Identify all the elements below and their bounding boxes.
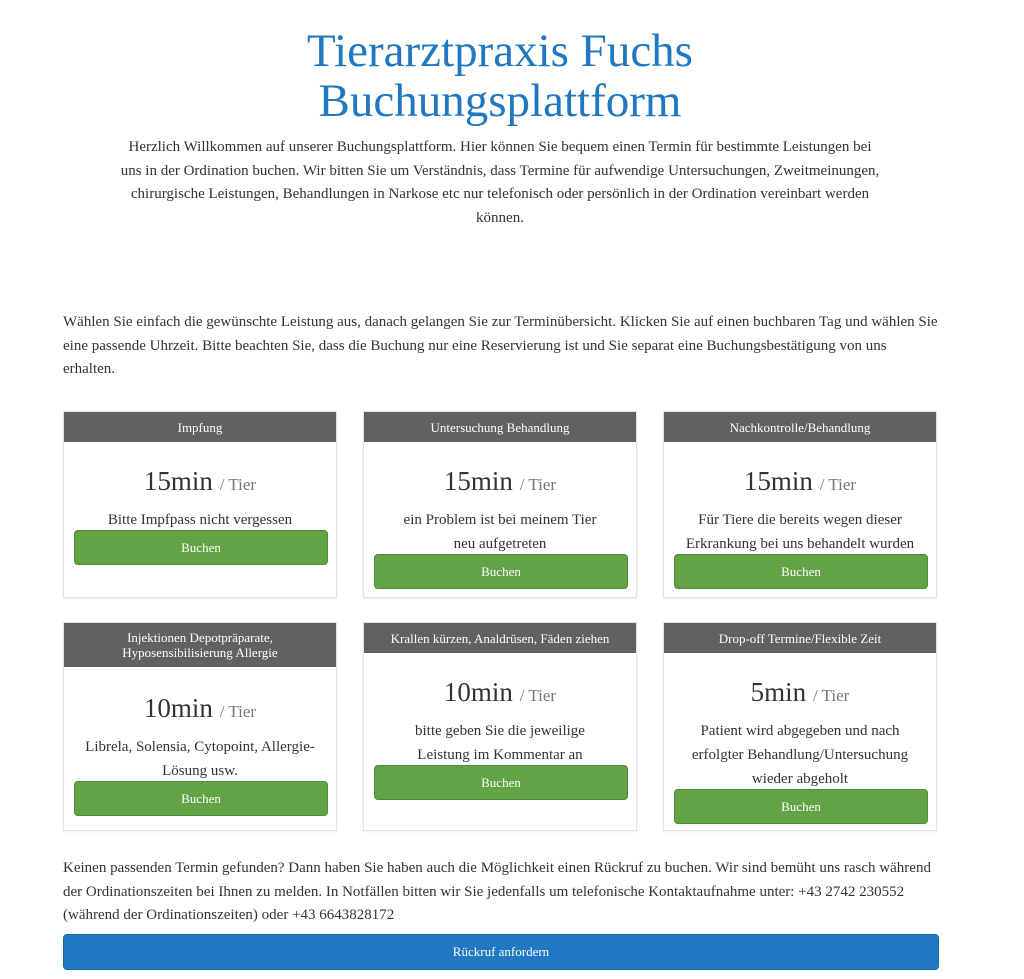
page-title-line-1: Tierarztpraxis Fuchs	[307, 25, 693, 77]
duration-value: 5min	[750, 677, 807, 707]
duration-unit: / Tier	[819, 475, 857, 494]
book-button-untersuchung[interactable]: Buchen	[374, 554, 628, 589]
book-button-dropoff[interactable]: Buchen	[674, 789, 928, 824]
service-card-krallen	[363, 622, 637, 831]
book-button-impfung[interactable]: Buchen	[74, 530, 328, 565]
duration-unit: / Tier	[812, 686, 850, 705]
service-duration	[374, 675, 626, 713]
service-duration	[674, 675, 926, 713]
callback-info-text: Keinen passenden Termin gefunden? Dann haben Sie haben auch die Möglichkeit einen Rückruf zu buchen. Wir sind bemüht uns rasch während der Ordinationszeiten bei Ihnen zu melden. In Notfällen bitten wir Sie jedenfalls um telefonische Kontaktaufnahme unter: +43 2742 230552 (während der Ordinationszeiten) oder +43 6643828172	[63, 860, 931, 923]
duration-value: 10min	[443, 677, 513, 707]
service-card-nachkontrolle	[663, 411, 937, 598]
service-card-title: Untersuchung Behandlung	[364, 412, 636, 442]
book-button-injektionen[interactable]: Buchen	[74, 781, 328, 816]
page-title-line-2: Buchungsplattform	[318, 75, 682, 127]
service-description: ein Problem ist bei meinem Tier neu aufgetreten	[403, 512, 597, 552]
duration-unit: / Tier	[219, 475, 257, 494]
service-duration	[374, 464, 626, 502]
book-button-krallen[interactable]: Buchen	[374, 765, 628, 800]
callback-request-button[interactable]: Rückruf anfordern	[63, 934, 939, 970]
duration-unit: / Tier	[519, 475, 557, 494]
service-card-title: Krallen kürzen, Analdrüsen, Fäden ziehen	[364, 623, 636, 653]
duration-value: 10min	[143, 693, 213, 723]
duration-unit: / Tier	[219, 702, 257, 721]
service-duration	[674, 464, 926, 502]
welcome-text: Herzlich Willkommen auf unserer Buchungsplattform. Hier können Sie bequem einen Termin für bestimmte Leistungen bei uns in der Ordination buchen. Wir bitten Sie um Verständnis, dass Termine für aufwendige Untersuchungen, Zweitmeinungen, chirurgische Leistungen, Behandlungen in Narkose etc nur telefonisch oder persönlich in der Ordination vereinbart werden können.	[120, 139, 880, 226]
service-duration	[74, 691, 326, 729]
intro-text: Wählen Sie einfach die gewünschte Leistung aus, danach gelangen Sie zur Terminübersicht. Klicken Sie auf einen buchbaren Tag und wählen Sie eine passende Uhrzeit. Bitte beachten Sie, dass die Buchung nur eine Reservierung ist und Sie separat eine Buchungsbestätigung von uns erhalten.	[63, 314, 938, 377]
service-card-dropoff	[663, 622, 937, 831]
service-card-title: Nachkontrolle/Behandlung	[664, 412, 936, 442]
service-card-title: Injektionen Depotpräparate, Hyposensibilisierung Allergie	[64, 623, 336, 667]
duration-value: 15min	[443, 466, 513, 496]
duration-value: 15min	[143, 466, 213, 496]
duration-unit: / Tier	[519, 686, 557, 705]
service-card-injektionen	[63, 622, 337, 831]
service-description: Librela, Solensia, Cytopoint, Allergie-Lösung usw.	[85, 739, 315, 779]
book-button-nachkontrolle[interactable]: Buchen	[674, 554, 928, 589]
service-description: Für Tiere die bereits wegen dieser Erkrankung bei uns behandelt wurden	[685, 512, 915, 552]
service-description: Patient wird abgegeben und nach erfolgter Behandlung/Untersuchung wieder abgeholt	[691, 723, 909, 787]
page-header	[0, 26, 1000, 230]
service-duration	[74, 464, 326, 502]
duration-value: 15min	[743, 466, 813, 496]
service-card-title: Drop-off Termine/Flexible Zeit	[664, 623, 936, 653]
service-description: bitte geben Sie die jeweilige Leistung im Kommentar an	[415, 723, 585, 763]
page-title	[0, 26, 1000, 126]
service-card-impfung	[63, 411, 337, 598]
service-card-untersuchung	[363, 411, 637, 598]
service-card-title: Impfung	[64, 412, 336, 442]
service-description: Bitte Impfpass nicht vergessen	[107, 512, 293, 528]
